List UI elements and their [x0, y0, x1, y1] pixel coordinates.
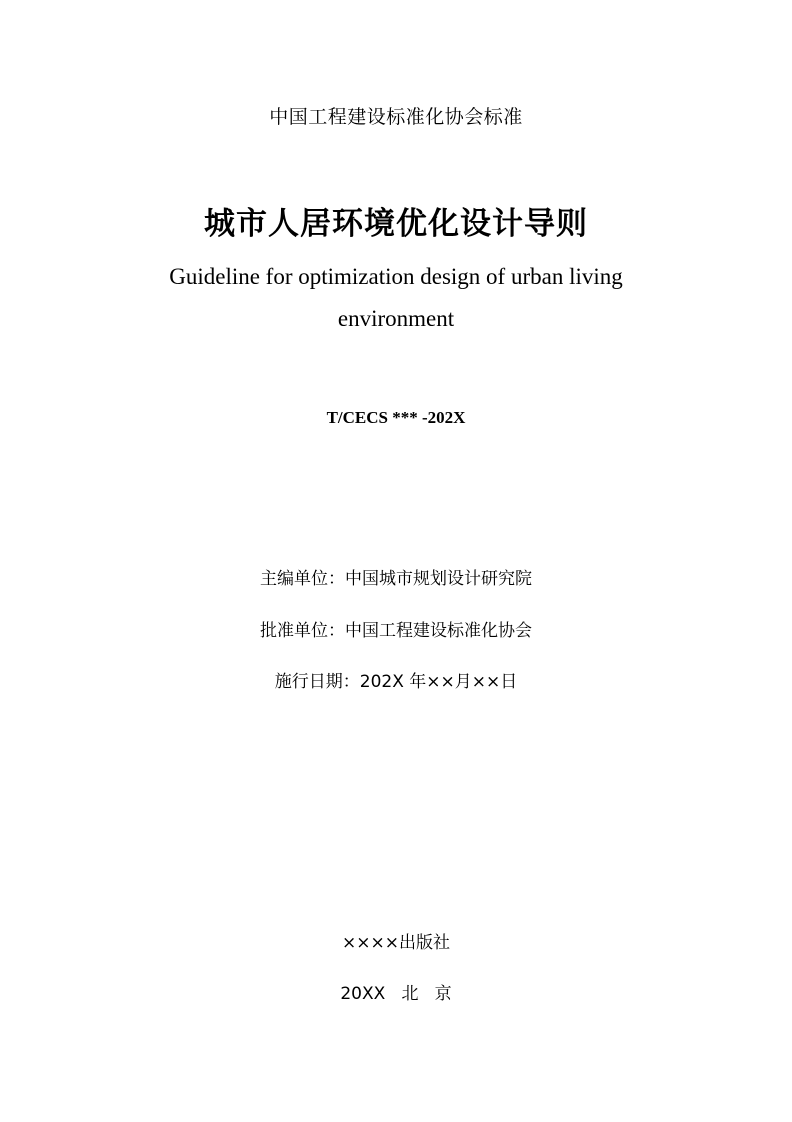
issuer-line: 中国工程建设标准化协会标准 [269, 106, 523, 128]
document-title-cn: 城市人居环境优化设计导则 [204, 206, 588, 242]
approval-unit: 批准单位：中国工程建设标准化协会 [260, 621, 532, 641]
chief-editor-unit: 主编单位：中国城市规划设计研究院 [260, 569, 532, 589]
publisher-name: ××××出版社 [342, 933, 450, 953]
title-en-line-1: Guideline for optimization design of urban living [169, 264, 623, 289]
implementation-date: 施行日期：202X 年××月××日 [274, 672, 518, 692]
title-en-line-2: environment [337, 306, 455, 331]
publication-year-place: 20XX 北 京 [340, 984, 452, 1004]
document-title-en [0, 256, 792, 340]
standard-code: T/CECS *** -202X [326, 408, 466, 427]
